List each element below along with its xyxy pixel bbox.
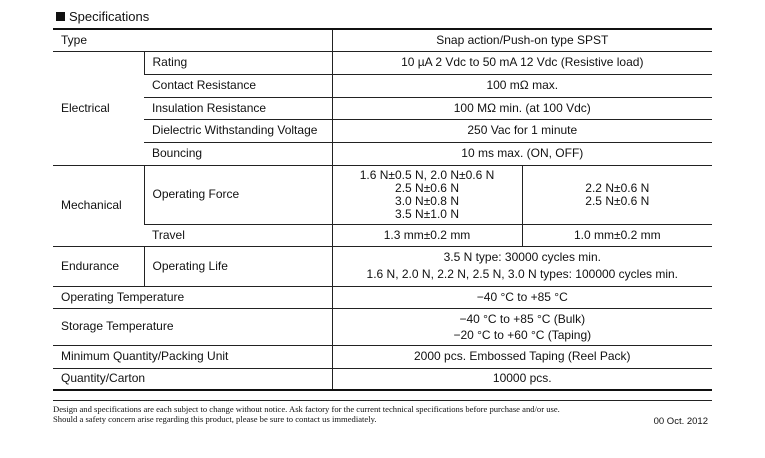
operating-life-label: Operating Life [144, 246, 332, 286]
spec-table [53, 28, 712, 391]
force-left-line: 1.6 N±0.5 N, 2.0 N±0.6 N [359, 167, 495, 182]
table-row [53, 97, 712, 119]
min-qty-label: Minimum Quantity/Packing Unit [53, 345, 332, 368]
table-row [53, 345, 712, 368]
footer-divider [53, 400, 712, 401]
heading-text: Specifications [69, 9, 150, 24]
table-row [53, 74, 712, 97]
travel-label: Travel [144, 224, 332, 246]
storage-temp-values [332, 308, 712, 345]
rating-value: 10 µA 2 Vdc to 50 mA 12 Vdc (Resistive load) [332, 51, 712, 74]
dielectric-label: Dielectric Withstanding Voltage [144, 119, 332, 142]
force-right-line: 2.5 N±0.6 N [585, 193, 650, 208]
table-row [53, 29, 712, 51]
bouncing-value: 10 ms max. (ON, OFF) [332, 142, 712, 165]
table-row [53, 286, 712, 308]
force-left-line: 3.5 N±1.0 N [395, 206, 459, 221]
footer-notice [53, 404, 560, 424]
rating-label: Rating [144, 51, 332, 74]
footer-line: Design and specifications are each subject to change without notice. Ask factory for the current technical specifications before purchase and/or use. [53, 404, 560, 414]
endurance-label: Endurance [53, 246, 144, 286]
storage-temp-line: −20 °C to +60 °C (Taping) [453, 327, 592, 342]
force-left-values [332, 165, 522, 224]
operating-life-line: 3.5 N type: 30000 cycles min. [443, 250, 601, 264]
carton-value: 10000 pcs. [332, 368, 712, 390]
table-row [53, 142, 712, 165]
table-row [53, 368, 712, 390]
electrical-label: Electrical [53, 51, 144, 165]
insulation-value: 100 MΩ min. (at 100 Vdc) [332, 97, 712, 119]
insulation-label: Insulation Resistance [144, 97, 332, 119]
storage-temp-label: Storage Temperature [53, 308, 332, 345]
force-label: Operating Force [144, 165, 332, 224]
type-value: Snap action/Push-on type SPST [332, 29, 712, 51]
force-left-line: 2.5 N±0.6 N [395, 180, 459, 195]
bouncing-label: Bouncing [144, 142, 332, 165]
op-temp-value: −40 °C to +85 °C [332, 286, 712, 308]
contact-value: 100 mΩ max. [332, 74, 712, 97]
table-row [53, 119, 712, 142]
square-bullet-icon [56, 12, 65, 21]
table-row [53, 165, 712, 224]
table-row [53, 308, 712, 345]
dielectric-value: 250 Vac for 1 minute [332, 119, 712, 142]
table-row [53, 51, 712, 74]
operating-life-line: 1.6 N, 2.0 N, 2.2 N, 2.5 N, 3.0 N types: 100000 cycles min. [366, 267, 679, 281]
min-qty-value: 2000 pcs. Embossed Taping (Reel Pack) [332, 345, 712, 368]
contact-label: Contact Resistance [144, 74, 332, 97]
travel-right-value: 1.0 mm±0.2 mm [522, 224, 712, 246]
force-right-values [522, 165, 712, 224]
force-right-line: 2.2 N±0.6 N [585, 180, 650, 195]
carton-label: Quantity/Carton [53, 368, 332, 390]
type-label: Type [53, 29, 332, 51]
mechanical-label: Mechanical [53, 165, 144, 246]
section-heading [56, 9, 149, 24]
table-row [53, 224, 712, 246]
travel-left-value: 1.3 mm±0.2 mm [332, 224, 522, 246]
table-row [53, 246, 712, 286]
footer-line: Should a safety concern arise regarding this product, please be sure to contact us immediately. [53, 414, 377, 424]
storage-temp-line: −40 °C to +85 °C (Bulk) [459, 311, 586, 326]
force-left-line: 3.0 N±0.8 N [395, 193, 459, 208]
operating-life-values [332, 246, 712, 286]
op-temp-label: Operating Temperature [53, 286, 332, 308]
revision-date: 00 Oct. 2012 [653, 416, 708, 427]
